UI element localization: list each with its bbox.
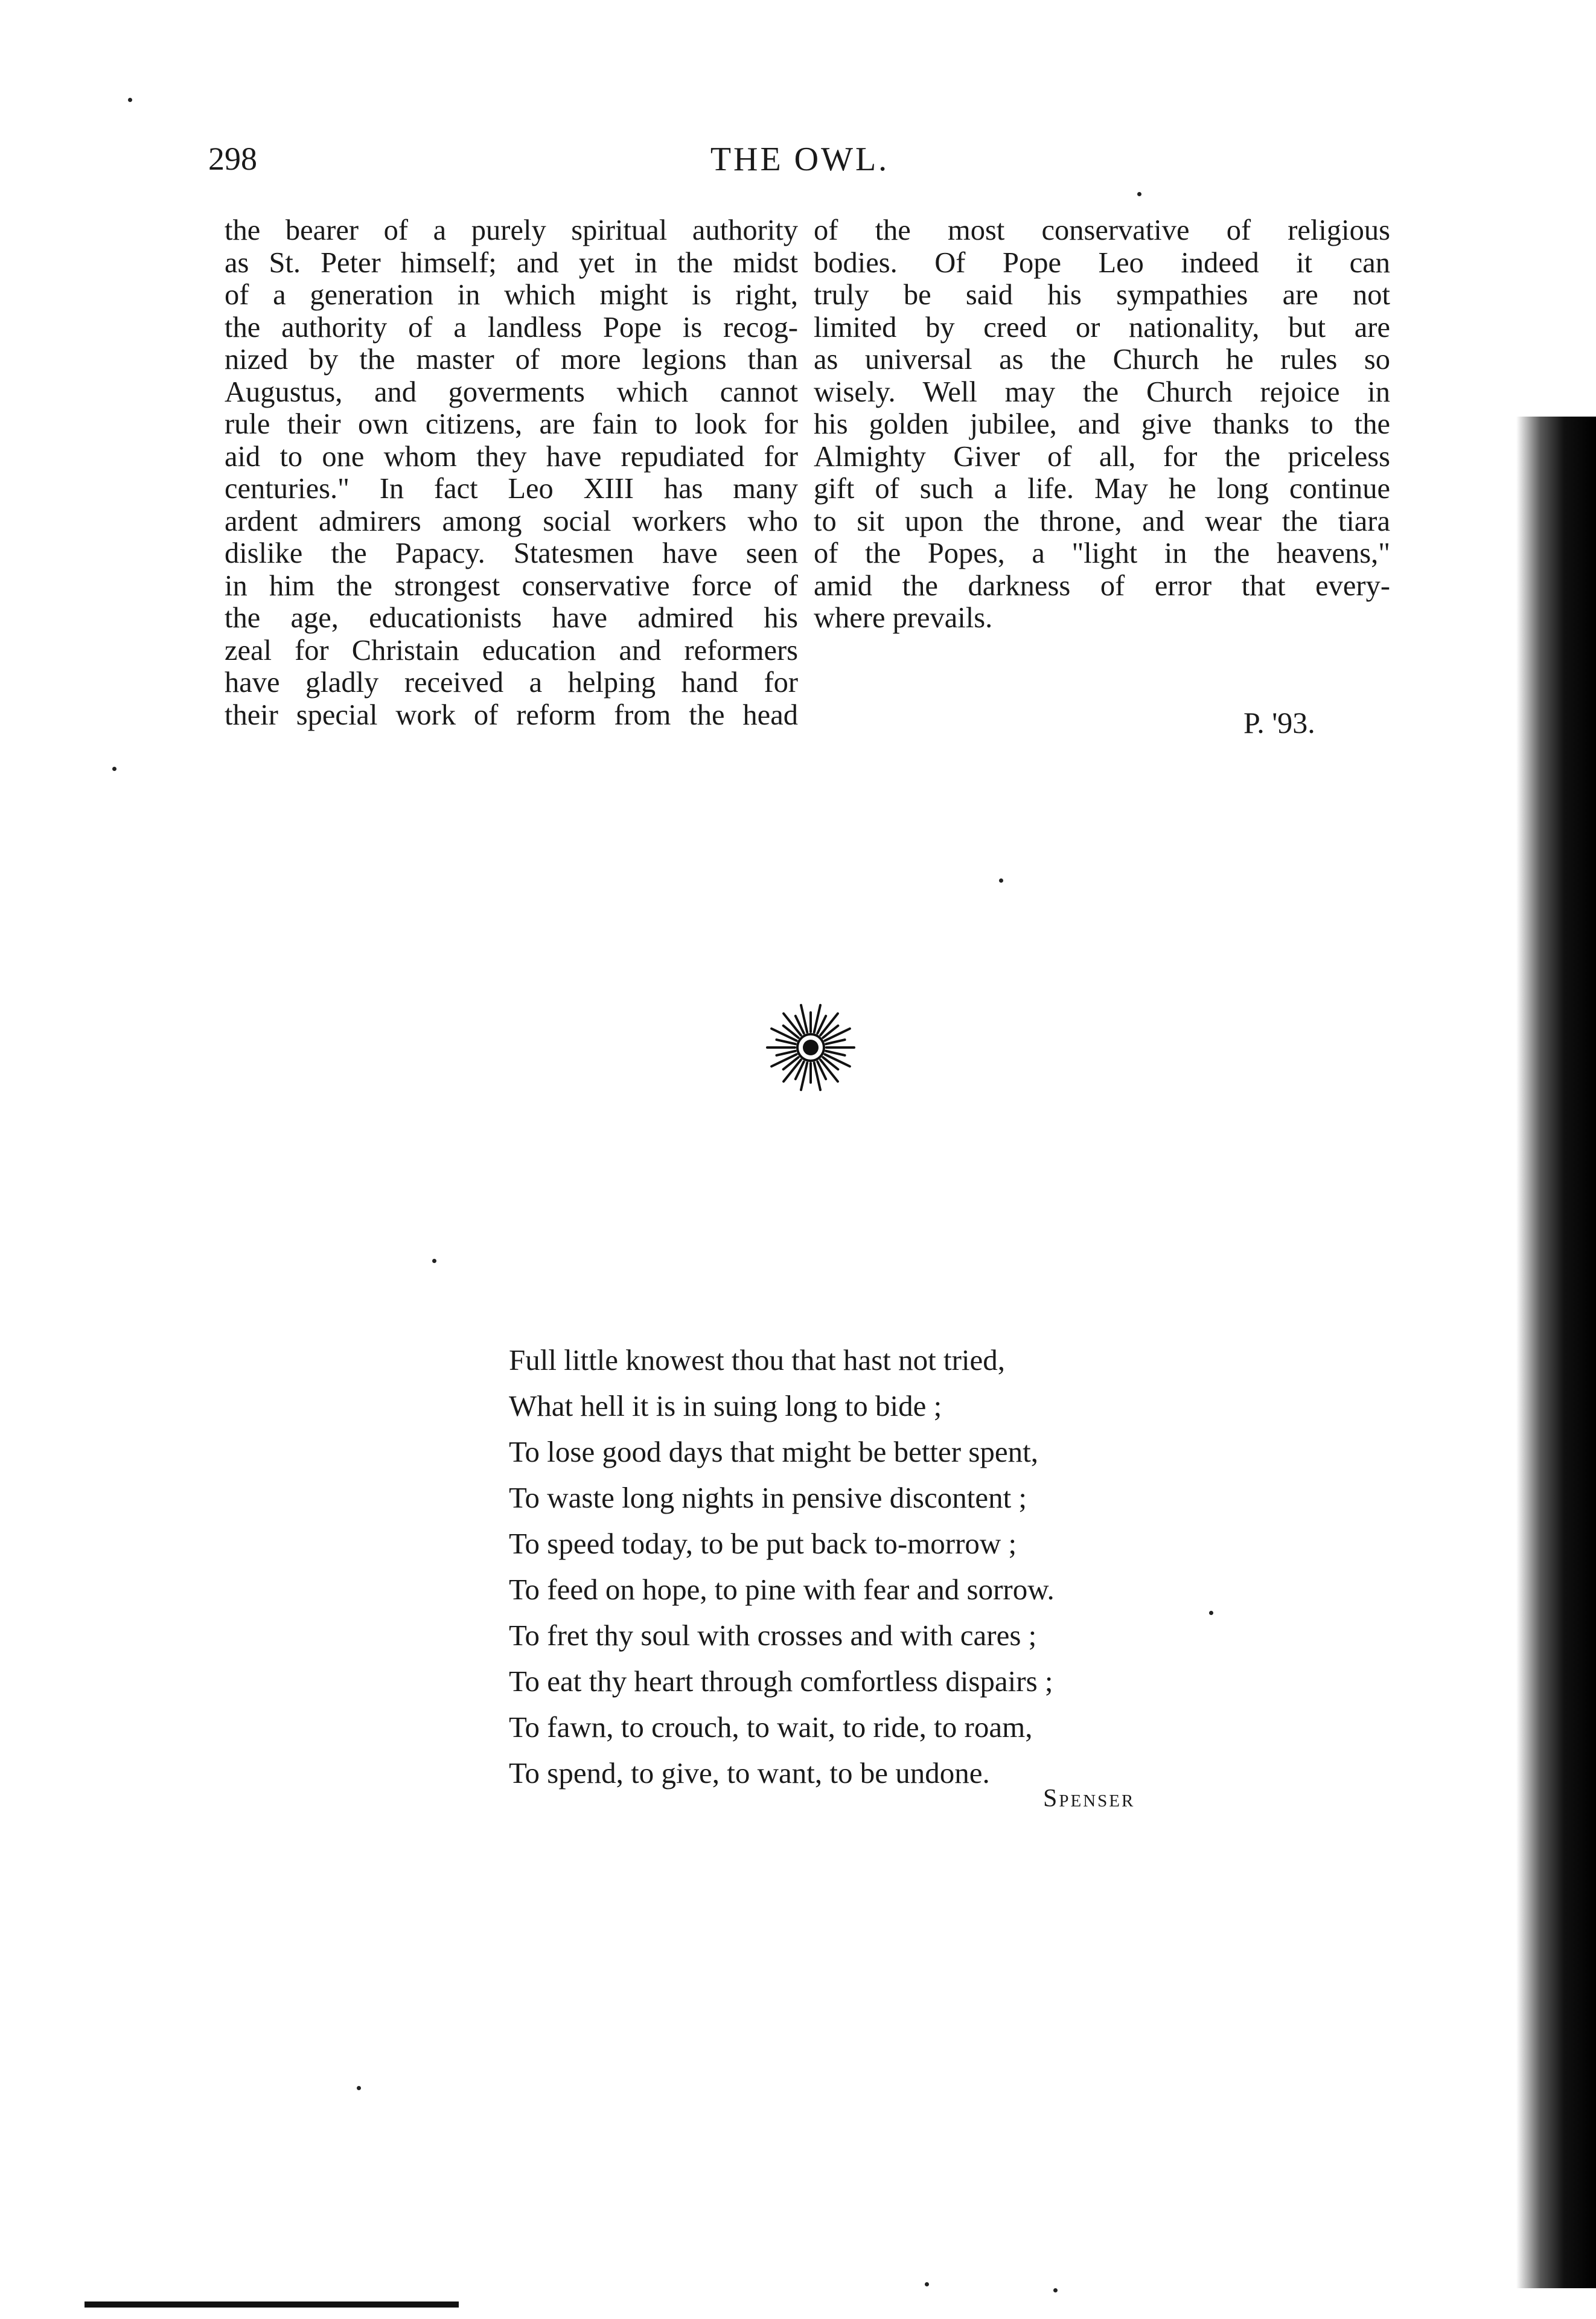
article-line: their special work of reform from the head — [225, 699, 798, 731]
article-line: centuries." In fact Leo XIII has many — [225, 473, 798, 505]
scan-speck — [1137, 192, 1141, 196]
page-header — [208, 140, 1391, 188]
poem-author: Spenser — [1043, 1785, 1135, 1812]
article-line: have gladly received a helping hand for — [225, 667, 798, 699]
article-line: as St. Peter himself; and yet in the midst — [225, 246, 798, 279]
poem-line: Full little knowest thou that hast not tried, — [509, 1343, 1006, 1377]
article-line: in him the strongest conservative force of — [225, 569, 798, 602]
article-line: wisely. Well may the Church rejoice in — [814, 376, 1390, 408]
scan-speck — [999, 878, 1003, 883]
article-line: as universal as the Church he rules so — [814, 344, 1390, 376]
scan-speck — [1053, 2288, 1058, 2292]
poem-line: What hell it is in suing long to bide ; — [509, 1389, 942, 1422]
page-number: 298 — [208, 141, 257, 177]
article-signature: P. '93. — [1243, 706, 1315, 740]
article-line: where prevails. — [814, 602, 993, 634]
scan-speck — [128, 98, 132, 102]
article-line: truly be said his sympathies are not — [814, 279, 1390, 311]
article-line: Augustus, and goverments which cannot — [225, 376, 798, 408]
scan-speck — [112, 767, 117, 771]
poem-line: To lose good days that might be better spent, — [509, 1435, 1039, 1468]
article-line: the bearer of a purely spiritual authority — [225, 214, 798, 246]
article-right-column — [814, 214, 1390, 635]
article-line: aid to one whom they have repudiated for — [225, 440, 798, 473]
article-line: of the most conservative of religious — [814, 214, 1390, 246]
article-line: rule their own citizens, are fain to look for — [225, 408, 798, 440]
article-line: the authority of a landless Pope is recog- — [225, 311, 798, 344]
article-line: bodies. Of Pope Leo indeed it can — [814, 246, 1390, 279]
poem-line: To fret thy soul with crosses and with cares ; — [509, 1619, 1037, 1652]
scan-speck — [925, 2282, 929, 2286]
article-line: dislike the Papacy. Statesmen have seen — [225, 537, 798, 569]
poem-line: To feed on hope, to pine with fear and sorrow. — [509, 1573, 1055, 1606]
scan-speck — [1209, 1611, 1213, 1615]
article-line: amid the darkness of error that every- — [814, 569, 1390, 602]
poem — [509, 1337, 1233, 1796]
running-title: THE OWL. — [710, 141, 890, 178]
scan-speck — [432, 1259, 436, 1263]
article-left-column — [225, 214, 798, 731]
poem-line: To eat thy heart through comfortless dispairs ; — [509, 1665, 1053, 1698]
article-line: gift of such a life. May he long continue — [814, 473, 1390, 505]
article-line: zeal for Christain education and reformers — [225, 634, 798, 667]
article-line: limited by creed or nationality, but are — [814, 311, 1390, 344]
article-line: his golden jubilee, and give thanks to the — [814, 408, 1390, 440]
scan-edge-shadow — [1516, 417, 1596, 2288]
scan-speck — [357, 2086, 361, 2090]
article-line: ardent admirers among social workers who — [225, 505, 798, 537]
article-line: of the Popes, a "light in the heavens," — [814, 537, 1390, 569]
article-line: nized by the master of more legions than — [225, 344, 798, 376]
article-line: to sit upon the throne, and wear the tiara — [814, 505, 1390, 537]
starburst-icon — [762, 999, 859, 1096]
article-line: the age, educationists have admired his — [225, 602, 798, 634]
article-line: of a generation in which might is right, — [225, 279, 798, 311]
scan-bottom-rule — [85, 2301, 459, 2308]
poem-line: To waste long nights in pensive discontent ; — [509, 1481, 1027, 1514]
article-line: Almighty Giver of all, for the priceless — [814, 440, 1390, 473]
poem-line: To spend, to give, to want, to be undone. — [509, 1756, 990, 1790]
poem-line: To speed today, to be put back to-morrow ; — [509, 1527, 1017, 1560]
poem-line: To fawn, to crouch, to wait, to ride, to roam, — [509, 1710, 1033, 1744]
